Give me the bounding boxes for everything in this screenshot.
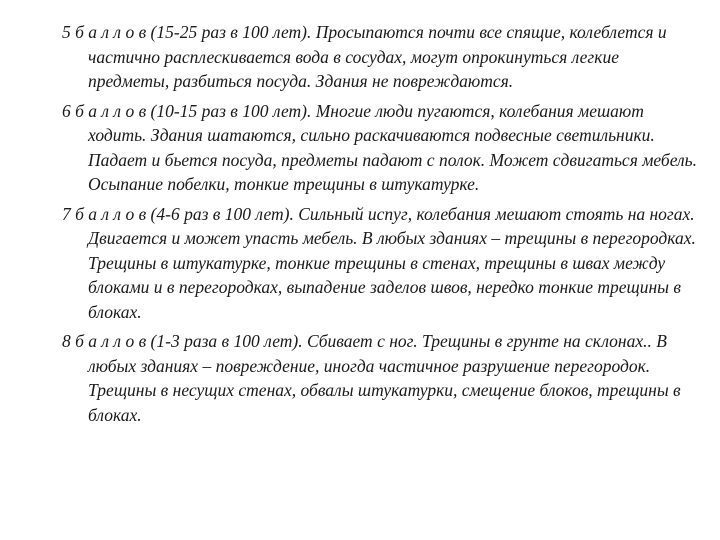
entry-description: (10-15 раз в 100 лет). Многие люди пугаются, колебания мешают ходить. Здания шатаются, сильно раскачиваются подвесные светильники. Падает и бьется посуда, предметы падают с полок. Может сдвигаться мебель. Осыпание побелки, тонкие трещины в штукатурке. [88,100,698,194]
entry-heading: 5 б а л л о в [62,22,147,42]
seismic-scale-document [62,20,702,432]
entry-description: (15-25 раз в 100 лет). Просыпаются почти все спящие, колеблется и частично расплескивается вода в сосудах, могут опрокинуться легкие предметы, разбиться посуда. Здания не повреждаются. [88,22,667,91]
entry-heading: 8 б а л л о в [62,331,147,351]
scale-entry-7 [62,202,702,325]
entry-description: (4-6 раз в 100 лет). Сильный испуг, колебания мешают стоять на ногах. Двигается и может упасть мебель. В любых зданиях – трещины в перегородках. Трещины в штукатурке, тонкие трещины в стенах, трещины в швах между блоками и в перегородках, выпадение заделов швов, нередко тонкие трещины в блоках. [88,203,696,322]
scale-entry-8 [62,329,702,427]
entry-heading: 6 б а л л о в [62,100,147,121]
scale-entry-6 [62,99,702,197]
scale-entry-5 [62,20,702,94]
entry-description: (1-3 раза в 100 лет). Сбивает с ног. Трещины в грунте на склонах.. В любых зданиях – повреждение, иногда частичное разрушение перегородок. Трещины в несущих стенах, обвалы штукатурки, смещение блоков, трещины в блоках. [88,331,681,425]
entry-heading: 7 б а л л о в [62,203,147,224]
